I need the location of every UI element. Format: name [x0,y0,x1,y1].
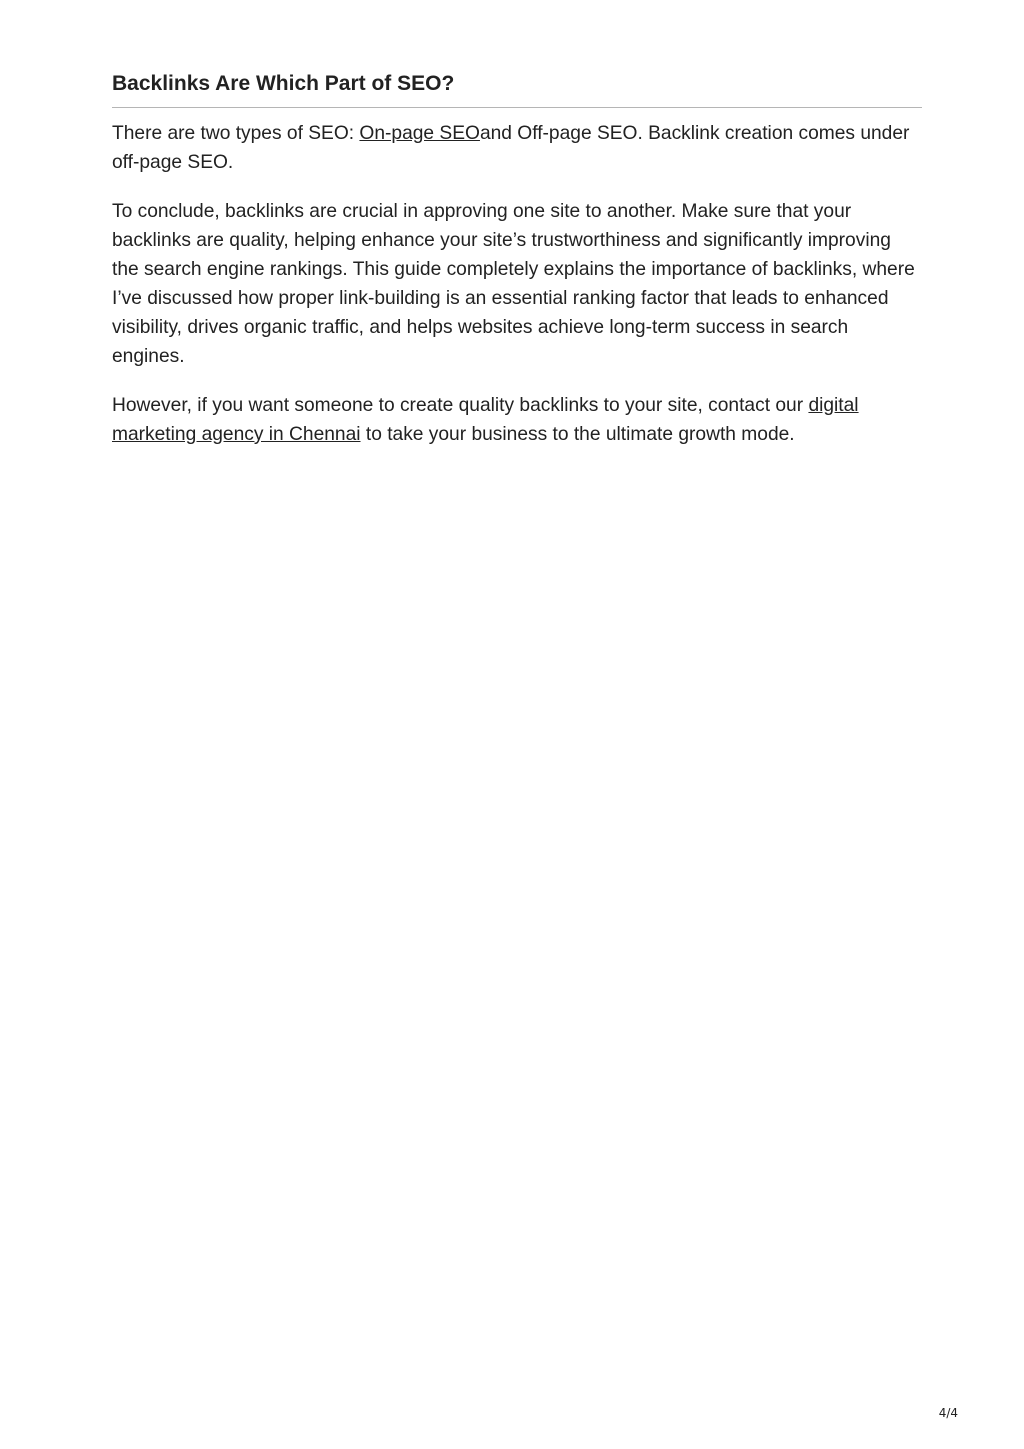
paragraph-seo-types-text-after: and Off-page SEO. Backlink creation comes under off-page SEO. [112,123,910,173]
paragraph-contact-text-before: However, if you want someone to create quality backlinks to your site, contact our [112,395,809,416]
page-number: 4/4 [938,1406,958,1420]
document-content [112,70,922,449]
paragraph-seo-types-text-before: There are two types of SEO: [112,123,360,144]
section-heading: Backlinks Are Which Part of SEO? [112,70,922,108]
paragraph-contact-text-after: to take your business to the ultimate growth mode. [360,424,795,445]
on-page-seo-link[interactable]: On-page SEO [359,123,480,144]
paragraph-contact [112,391,922,449]
paragraph-seo-types [112,119,922,177]
paragraph-conclusion: To conclude, backlinks are crucial in approving one site to another. Make sure that your backlinks are quality, helping enhance your site’s trustworthiness and significantly improving the search engine rankings. This guide completely explains the importance of backlinks, where I’ve discussed how proper link-building is an essential ranking factor that leads to enhanced visibility, drives organic traffic, and helps websites achieve long-term success in search engines. [112,201,915,367]
digital-marketing-agency-link[interactable]: digital marketing agency in Chennai [112,395,859,445]
